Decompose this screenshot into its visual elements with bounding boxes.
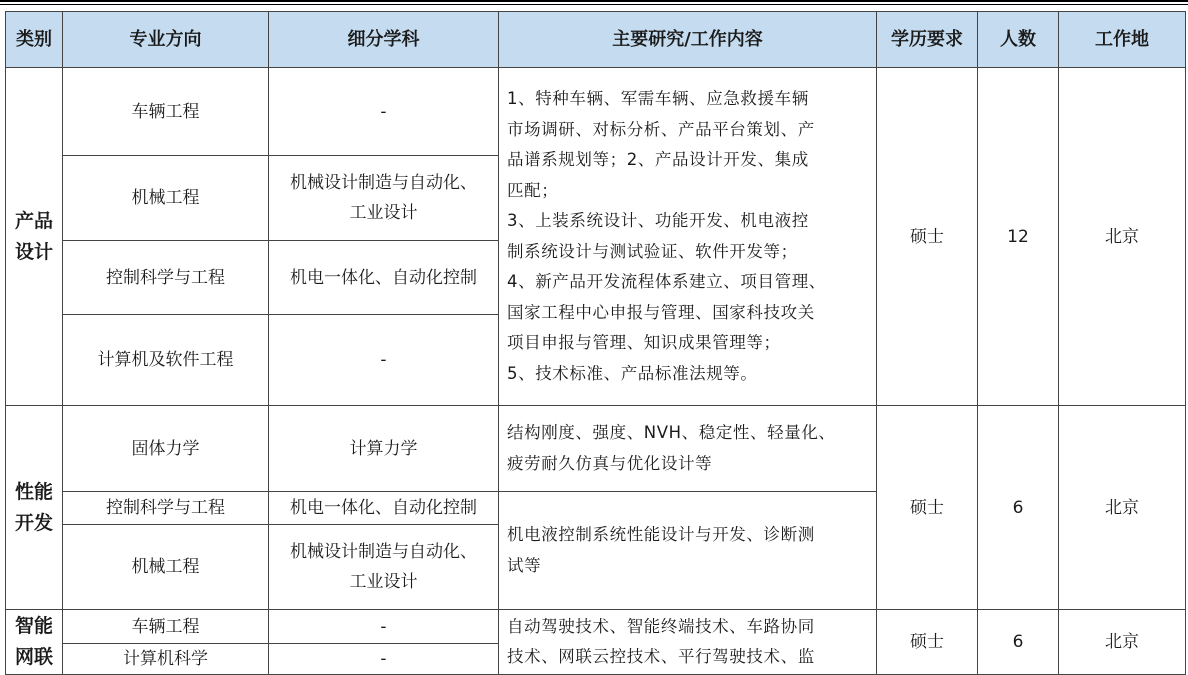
category-cell — [6, 68, 63, 406]
content-line: 制系统设计与测试验证、软件开发等； — [507, 241, 798, 261]
subdiscipline-cell: 机电一体化、自动化控制 — [269, 492, 499, 525]
content-cell — [499, 610, 877, 675]
subdiscipline-cell: 计算力学 — [269, 406, 499, 492]
content-cell — [499, 492, 877, 610]
subdiscipline-cell: - — [269, 610, 499, 644]
content-line: 疲劳耐久仿真与优化设计等 — [507, 453, 713, 473]
subdiscipline-line: 工业设计 — [349, 572, 418, 592]
col-header-subdiscipline: 细分学科 — [269, 12, 499, 68]
major-cell: 控制科学与工程 — [63, 492, 269, 525]
content-line: 技术、网联云控技术、平行驾驶技术、监 — [507, 647, 815, 666]
content-line: 试等 — [507, 555, 542, 575]
major-cell: 车辆工程 — [63, 68, 269, 156]
major-cell: 机械工程 — [63, 156, 269, 241]
content-line: 结构刚度、强度、NVH、稳定性、轻量化、 — [507, 423, 836, 442]
category-line: 性能 — [14, 480, 53, 503]
subdiscipline-line: 工业设计 — [349, 203, 418, 223]
content-line: 1、特种车辆、军需车辆、应急救援车辆 — [507, 89, 809, 108]
subdiscipline-line: 机械设计制造与自动化、 — [290, 173, 477, 193]
category-cell — [6, 610, 63, 675]
top-border — [0, 0, 1188, 2]
subdiscipline-cell — [269, 156, 499, 241]
content-line: 机电液控制系统性能设计与开发、诊断测 — [507, 525, 815, 544]
degree-cell: 硕士 — [877, 610, 978, 675]
header-row — [6, 12, 1186, 68]
subdiscipline-cell: - — [269, 315, 499, 406]
category-cell — [6, 406, 63, 610]
category-line: 设计 — [14, 240, 53, 263]
content-line: 5、技术标准、产品标准法规等。 — [507, 363, 758, 383]
degree-cell: 硕士 — [877, 406, 978, 610]
major-cell: 计算机及软件工程 — [63, 315, 269, 406]
count-cell: 6 — [978, 610, 1059, 675]
table-row — [6, 406, 1186, 492]
subdiscipline-line: 机械设计制造与自动化、 — [290, 542, 477, 562]
major-cell: 固体力学 — [63, 406, 269, 492]
col-header-degree: 学历要求 — [877, 12, 978, 68]
major-cell: 车辆工程 — [63, 610, 269, 644]
location-cell: 北京 — [1059, 610, 1186, 675]
col-header-location: 工作地 — [1059, 12, 1186, 68]
location-cell: 北京 — [1059, 406, 1186, 610]
major-cell: 控制科学与工程 — [63, 241, 269, 315]
content-line: 4、新产品开发流程体系建立、项目管理、 — [507, 272, 826, 291]
content-line: 匹配； — [507, 180, 559, 200]
category-line: 网联 — [14, 646, 53, 668]
category-line: 产品 — [14, 209, 53, 232]
major-cell: 计算机科学 — [63, 644, 269, 675]
content-cell — [499, 406, 877, 492]
content-line: 品谱系规划等；2、产品设计开发、集成 — [507, 150, 809, 169]
major-cell: 机械工程 — [63, 525, 269, 610]
content-line: 自动驾驶技术、智能终端技术、车路协同 — [507, 616, 815, 636]
content-line: 国家工程中心申报与管理、国家科技攻关 — [507, 302, 815, 322]
table-row — [6, 68, 1186, 156]
subdiscipline-cell: 机电一体化、自动化控制 — [269, 241, 499, 315]
degree-cell: 硕士 — [877, 68, 978, 406]
top-border-inner — [0, 4, 1188, 5]
category-line: 开发 — [14, 511, 53, 534]
col-header-count: 人数 — [978, 12, 1059, 68]
location-cell: 北京 — [1059, 68, 1186, 406]
count-cell: 12 — [978, 68, 1059, 406]
recruitment-table — [5, 11, 1186, 675]
content-line: 市场调研、对标分析、产品平台策划、产 — [507, 119, 815, 139]
content-line: 3、上装系统设计、功能开发、机电液控 — [507, 211, 809, 230]
col-header-category: 类别 — [6, 12, 63, 68]
col-header-content: 主要研究/工作内容 — [499, 12, 877, 68]
table-row — [6, 610, 1186, 644]
category-line: 智能 — [14, 615, 53, 637]
subdiscipline-cell: - — [269, 644, 499, 675]
subdiscipline-cell: - — [269, 68, 499, 156]
content-line: 项目申报与管理、知识成果管理等； — [507, 333, 781, 352]
content-cell — [499, 68, 877, 406]
subdiscipline-cell — [269, 525, 499, 610]
count-cell: 6 — [978, 406, 1059, 610]
col-header-major: 专业方向 — [63, 12, 269, 68]
